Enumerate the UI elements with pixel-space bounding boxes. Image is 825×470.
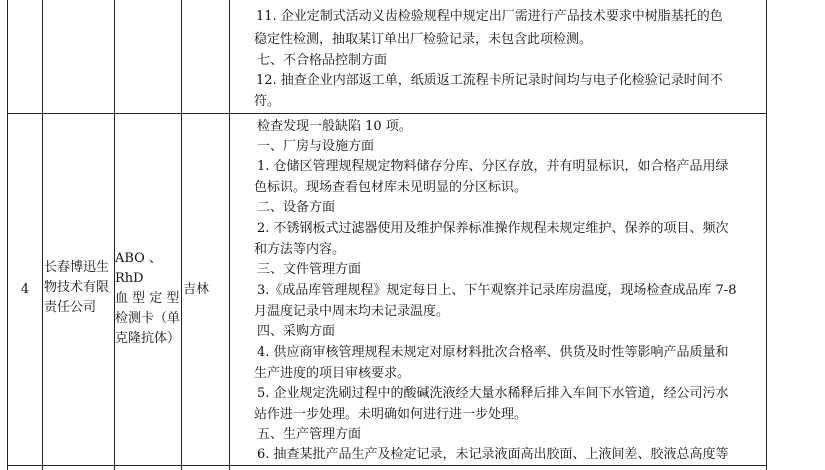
detail-line: 1. 仓储区管理规程规定物料储存分库、分区存放，并有明显标识，如合格产品用绿	[257, 159, 729, 174]
table-border-right	[766, 0, 767, 470]
row-divider	[7, 465, 767, 466]
section-heading: 四、采购方面	[257, 324, 336, 339]
province: 吉林	[183, 282, 210, 297]
product-name-line: 检测卡（单	[115, 311, 181, 326]
column-divider	[181, 0, 182, 470]
company-name-line: 物技术有限	[44, 280, 110, 295]
product-name-line: ABO 、 RhD	[115, 251, 162, 286]
row-divider	[7, 113, 767, 114]
detail-line: 色标识。现场查看包材库未见明显的分区标识。	[254, 180, 528, 195]
section-heading: 二、设备方面	[257, 200, 336, 215]
product-name	[115, 249, 181, 349]
summary-line: 检查发现一般缺陷 10 项。	[257, 119, 412, 134]
column-divider	[229, 0, 230, 470]
detail-line: 和方法等内容。	[254, 242, 346, 257]
company-name-line: 责任公司	[44, 300, 97, 315]
section-heading: 三、文件管理方面	[257, 262, 362, 277]
detail-line: 稳定性检测，抽取某订单出厂检验记录，未包含此项检测。	[254, 32, 593, 47]
detail-line: 11. 企业定制式活动义齿检验规程中规定出厂需进行产品技术要求中树脂基托的色	[256, 9, 723, 24]
detail-line: 4. 供应商审核管理规程未规定对原材料批次合格率、供货及时性等影响产品质量和	[257, 345, 729, 360]
detail-line: 符。	[254, 94, 281, 109]
detail-line: 生产进度的项目审核要求。	[254, 366, 411, 381]
section-heading: 七、不合格品控制方面	[257, 53, 388, 68]
detail-line: 3.《成品库管理规程》规定每日上、下午观察并记录库房温度，现场检查成品库 7-8	[257, 283, 737, 298]
column-divider	[42, 0, 43, 470]
detail-line: 5. 企业规定洗刷过程中的酸碱洗液经大量水稀释后排入车间下水管道，经公司污水	[257, 386, 729, 401]
table-border-left	[7, 0, 8, 470]
section-heading: 五、生产管理方面	[257, 427, 362, 442]
row-number: 4	[20, 282, 30, 297]
column-divider	[114, 0, 115, 470]
detail-line: 6. 抽查某批产品生产及检定记录，未记录液面高出胶面、上液间差、胶液总高度等	[257, 447, 729, 462]
detail-line: 月温度记录中周末均未记录温度。	[254, 304, 450, 319]
company-name	[44, 258, 114, 318]
product-name-line: 血 型 定 型	[115, 291, 180, 306]
company-name-line: 长春博迅生	[44, 260, 110, 275]
detail-line: 12. 抽查企业内部返工单，纸质返工流程卡所记录时间均与电子化检验记录时间不	[256, 73, 723, 88]
section-heading: 一、厂房与设施方面	[257, 139, 375, 154]
product-name-line: 克隆抗体）	[115, 331, 181, 346]
detail-line: 2. 不锈钢板式过滤器使用及维护保养标准操作规程未规定维护、保养的项目、频次	[257, 221, 729, 236]
detail-line: 站作进一步处理。未明确如何进行进一步处理。	[254, 407, 528, 422]
